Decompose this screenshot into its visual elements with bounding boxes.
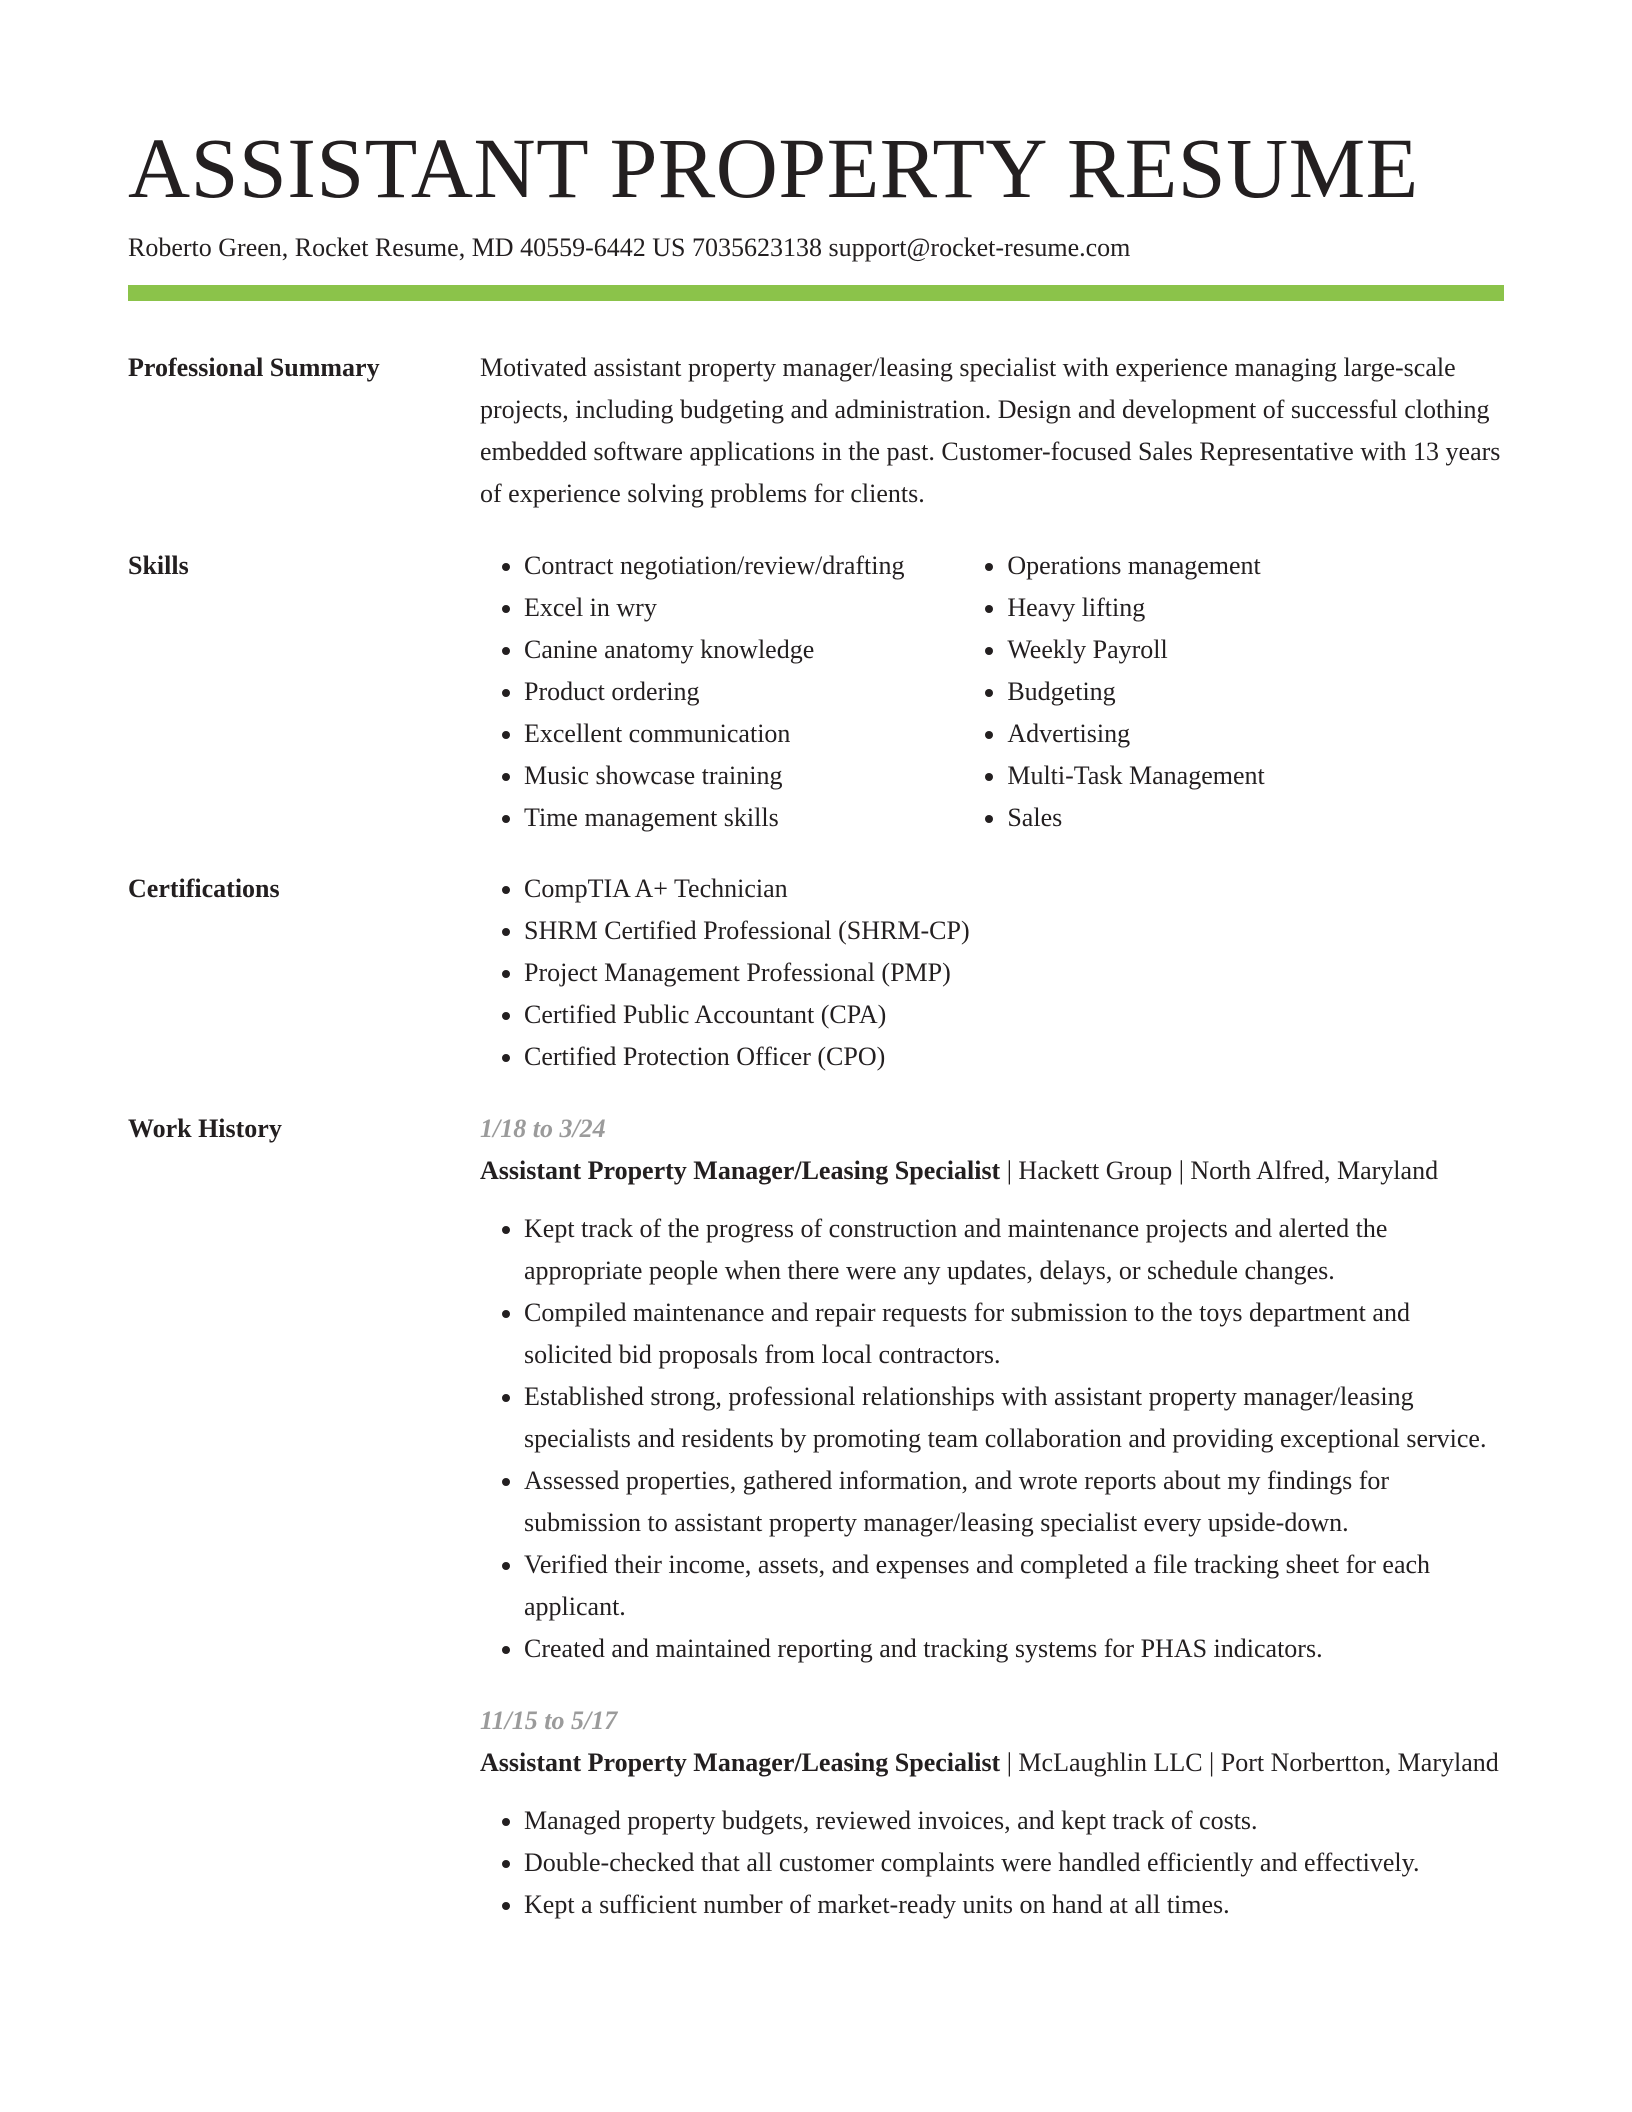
skill-item: • Budgeting: [1007, 671, 1504, 713]
skill-item: • Excellent communication: [524, 713, 963, 755]
job-bullet: • Kept track of the progress of construction and maintenance projects and alerted the appropriate people when there were any updates, delays, or schedule changes.: [524, 1208, 1504, 1292]
job-details: | McLaughlin LLC | Port Norbertton, Maryland: [1000, 1748, 1499, 1777]
job-header: [480, 1742, 1504, 1784]
job-bullet: • Established strong, professional relationships with assistant property manager/leasing specialists and residents by promoting team collaboration and providing exceptional service.: [524, 1376, 1504, 1460]
job-role: Assistant Property Manager/Leasing Specialist: [480, 1748, 1001, 1777]
job-bullets: [480, 1208, 1504, 1670]
skill-item: • Contract negotiation/review/drafting: [524, 545, 963, 587]
job-header: [480, 1150, 1504, 1192]
summary-body: [480, 347, 1504, 515]
skill-item: • Time management skills: [524, 797, 963, 839]
job-bullet: • Managed property budgets, reviewed invoices, and kept track of costs.: [524, 1800, 1504, 1842]
job-dates: 11/15 to 5/17: [480, 1706, 618, 1735]
job-bullet: • Created and maintained reporting and tracking systems for PHAS indicators.: [524, 1628, 1504, 1670]
job-bullet: • Double-checked that all customer complaints were handled efficiently and effectively.: [524, 1842, 1504, 1884]
skill-item: • Weekly Payroll: [1007, 629, 1504, 671]
work-history-label: Work History: [128, 1114, 282, 1143]
skill-item: • Operations management: [1007, 545, 1504, 587]
skill-item: • Multi-Task Management: [1007, 755, 1504, 797]
certification-item: • SHRM Certified Professional (SHRM-CP): [524, 910, 1504, 952]
accent-divider: [128, 285, 1504, 301]
certification-item: • Certified Protection Officer (CPO): [524, 1036, 1504, 1078]
job-entry: [480, 1108, 1504, 1670]
job-bullet: • Assessed properties, gathered information, and wrote reports about my findings for submission to assistant property manager/leasing specialist every upside-down.: [524, 1460, 1504, 1544]
work-history-body: [480, 1108, 1504, 1926]
certifications-body: [480, 868, 1504, 1078]
job-bullet: • Compiled maintenance and repair requests for submission to the toys department and solicited bid proposals from local contractors.: [524, 1292, 1504, 1376]
summary-text: Motivated assistant property manager/leasing specialist with experience managing large-scale projects, including budgeting and administration. Design and development of successful clothing embedded software applications in the past. Customer-focused Sales Representative with 13 years of experience solving problems for clients.: [480, 353, 1501, 508]
job-entry: [480, 1700, 1504, 1926]
skill-item: • Sales: [1007, 797, 1504, 839]
skills-body: [480, 545, 1504, 839]
skills-list-left: [480, 545, 963, 839]
skill-item: • Product ordering: [524, 671, 963, 713]
job-bullet: • Verified their income, assets, and expenses and completed a file tracking sheet for each applicant.: [524, 1544, 1504, 1628]
job-bullets: [480, 1800, 1504, 1926]
job-details: | Hackett Group | North Alfred, Maryland: [1000, 1156, 1439, 1185]
job-bullet: • Kept a sufficient number of market-ready units on hand at all times.: [524, 1884, 1504, 1926]
skill-item: • Heavy lifting: [1007, 587, 1504, 629]
skill-item: • Advertising: [1007, 713, 1504, 755]
skill-item: • Excel in wry: [524, 587, 963, 629]
skill-item: • Canine anatomy knowledge: [524, 629, 963, 671]
contact-line: Roberto Green, Rocket Resume, MD 40559-6442 US 7035623138 support@rocket-resume.com: [128, 233, 1131, 262]
resume-title: ASSISTANT PROPERTY RESUME: [128, 120, 1419, 216]
skill-item: • Music showcase training: [524, 755, 963, 797]
certifications-list: [480, 868, 1504, 1078]
job-role: Assistant Property Manager/Leasing Specialist: [480, 1156, 1001, 1185]
skills-label: Skills: [128, 551, 189, 580]
certification-item: • Certified Public Accountant (CPA): [524, 994, 1504, 1036]
job-dates: 1/18 to 3/24: [480, 1114, 606, 1143]
certification-item: • Project Management Professional (PMP): [524, 952, 1504, 994]
certifications-label: Certifications: [128, 874, 280, 903]
certification-item: • CompTIA A+ Technician: [524, 868, 1504, 910]
summary-label: Professional Summary: [128, 353, 380, 382]
skills-list-right: [963, 545, 1504, 839]
